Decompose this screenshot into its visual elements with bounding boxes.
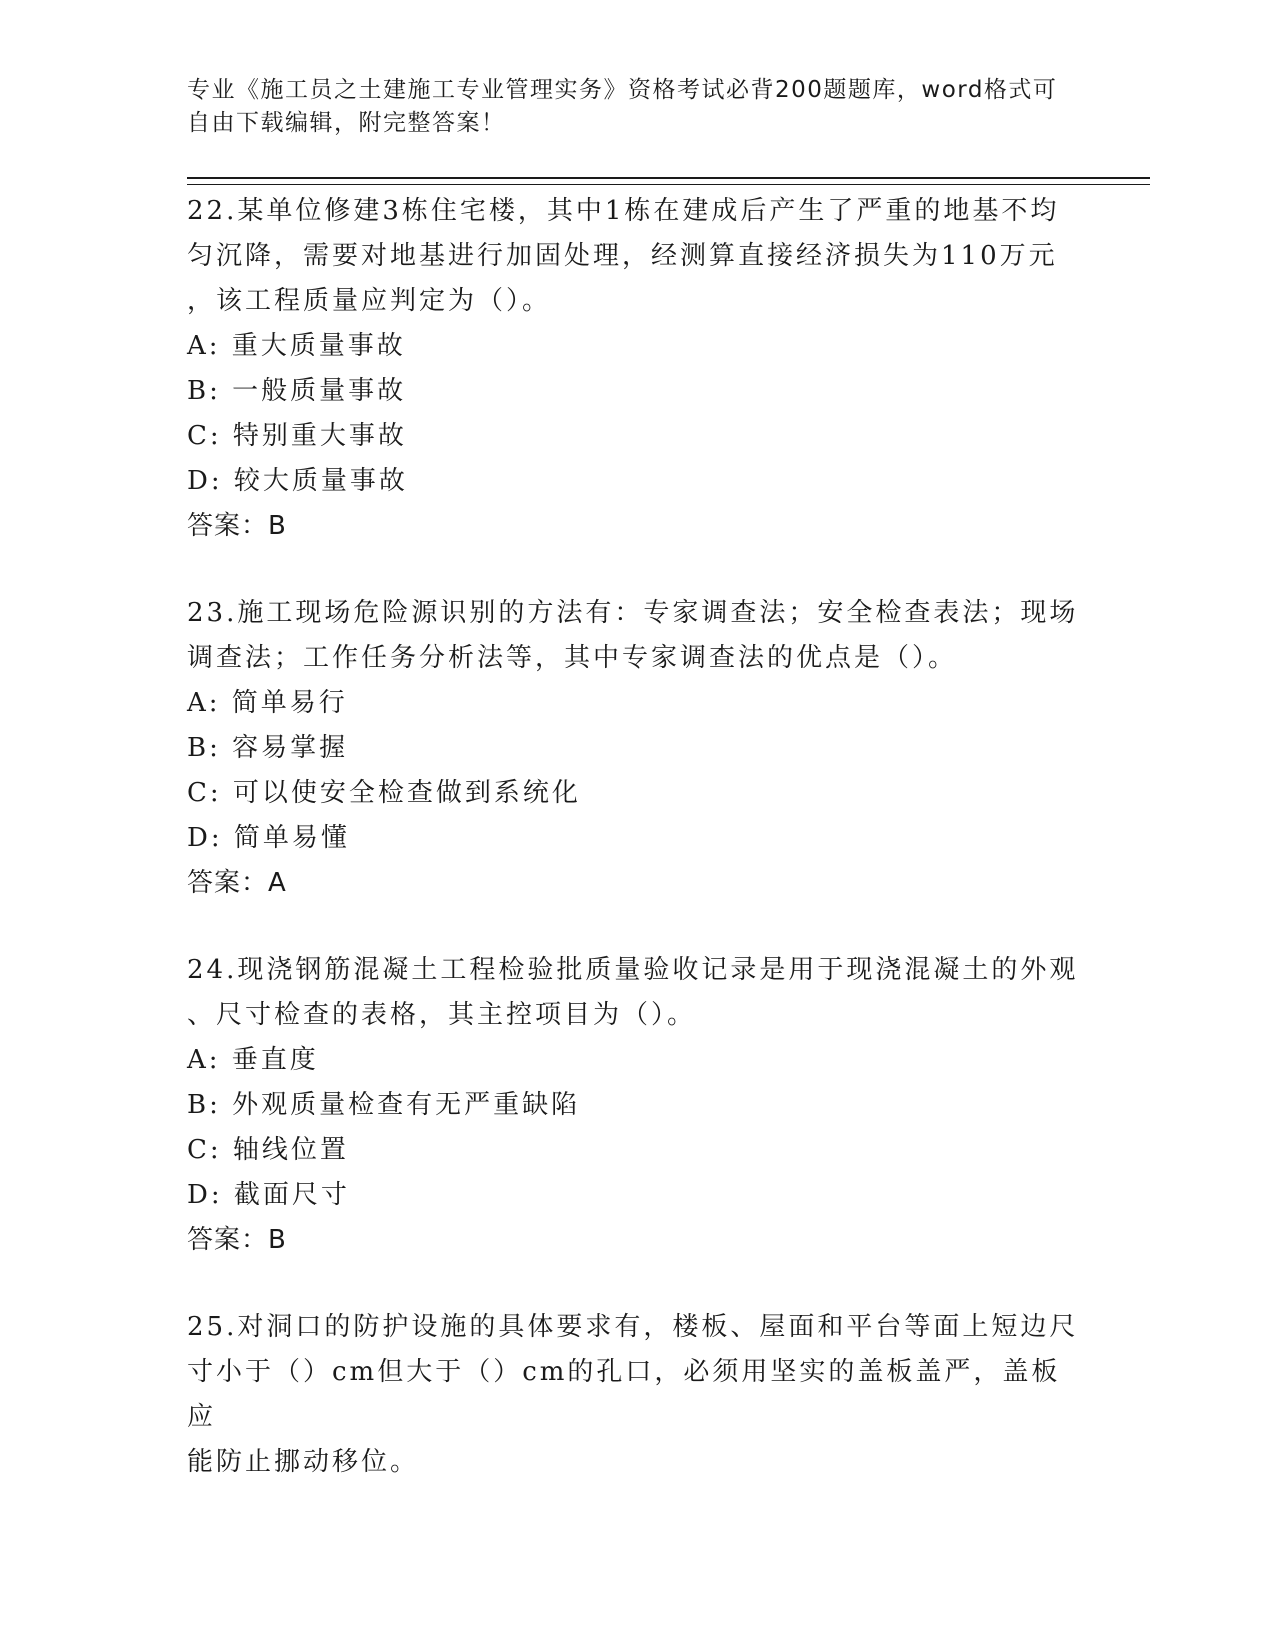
answer-line: 答案：A <box>187 868 287 898</box>
question-stem-line: 匀沉降，需要对地基进行加固处理，经测算直接经济损失为110万元 <box>187 241 1058 271</box>
question-stem-line: 25.对洞口的防护设施的具体要求有，楼板、屋面和平台等面上短边尺 <box>187 1312 1079 1342</box>
option-b: B: 容易掌握 <box>187 733 349 763</box>
option-a: A: 垂直度 <box>187 1045 319 1075</box>
option-c: C: 特别重大事故 <box>187 421 407 451</box>
option-b: B: 外观质量检查有无严重缺陷 <box>187 1090 581 1120</box>
question-stem-line: 、尺寸检查的表格，其主控项目为（）。 <box>187 1000 697 1030</box>
option-d: D: 较大质量事故 <box>187 466 408 496</box>
option-b: B: 一般质量事故 <box>187 376 407 406</box>
question-stem-line: 能防止挪动移位。 <box>187 1447 420 1477</box>
option-a: A: 重大质量事故 <box>187 331 406 361</box>
answer-line: 答案：B <box>187 511 287 541</box>
answer-line: 答案：B <box>187 1225 287 1255</box>
header-line-2: 自由下载编辑，附完整答案！ <box>187 110 506 136</box>
question-stem-line: 24.现浇钢筋混凝土工程检验批质量验收记录是用于现浇混凝土的外观 <box>187 955 1079 985</box>
question-list <box>187 189 1087 1527</box>
header-divider <box>187 177 1150 185</box>
document-header <box>187 74 1067 140</box>
option-d: D: 简单易懂 <box>187 823 350 853</box>
question-stem-line: 23.施工现场危险源识别的方法有：专家调查法；安全检查表法；现场 <box>187 598 1079 628</box>
question-25 <box>187 1305 1087 1485</box>
question-24 <box>187 948 1087 1263</box>
question-23 <box>187 591 1087 906</box>
question-stem-line: 调查法；工作任务分析法等，其中专家调查法的优点是（）。 <box>187 643 958 673</box>
option-a: A: 简单易行 <box>187 688 348 718</box>
question-stem-line: ，该工程质量应判定为（）。 <box>187 286 552 316</box>
option-c: C: 可以使安全检查做到系统化 <box>187 778 581 808</box>
option-c: C: 轴线位置 <box>187 1135 349 1165</box>
question-22 <box>187 189 1087 549</box>
question-stem-line: 22.某单位修建3栋住宅楼，其中1栋在建成后产生了严重的地基不均 <box>187 196 1060 226</box>
option-d: D: 截面尺寸 <box>187 1180 350 1210</box>
question-stem-line: 寸小于（）cm但大于（）cm的孔口，必须用坚实的盖板盖严，盖板应 <box>187 1357 1061 1432</box>
header-line-1: 专业《施工员之土建施工专业管理实务》资格考试必背200题题库，word格式可 <box>187 77 1058 103</box>
